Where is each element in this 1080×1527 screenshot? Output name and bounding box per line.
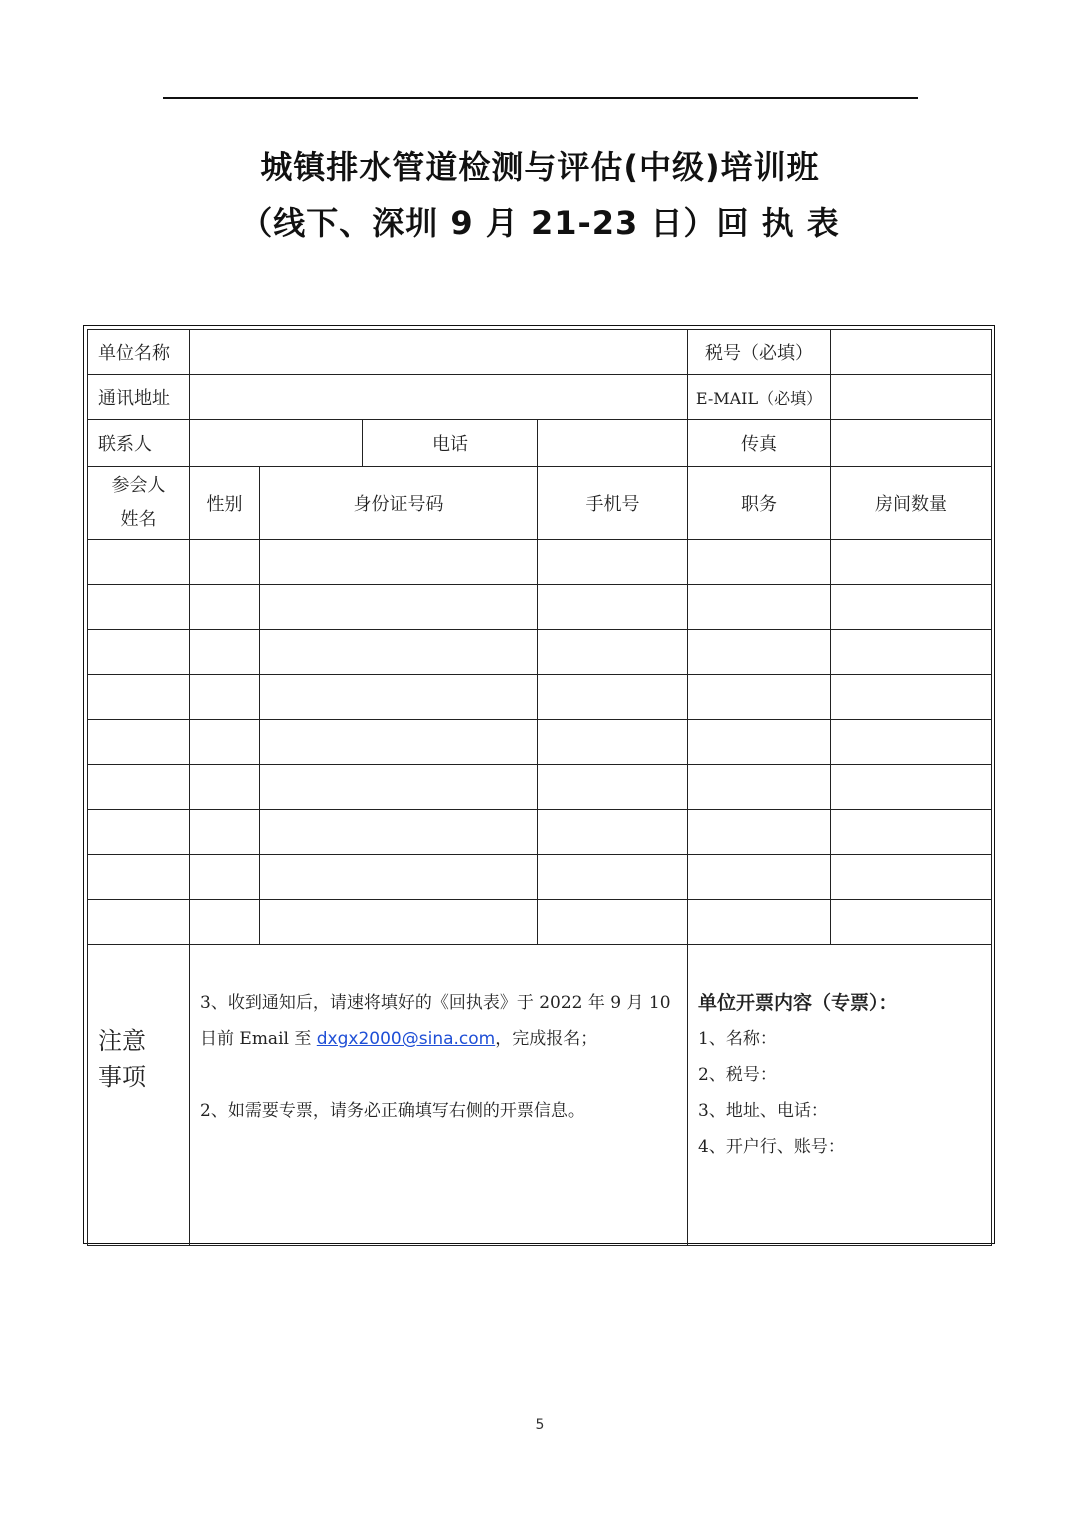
rooms-cell[interactable] [831,630,992,675]
contact-row [88,420,992,467]
gender-cell[interactable] [190,900,260,945]
attendee-name-cell[interactable] [88,855,190,900]
email-link[interactable]: dxgx2000@sina.com [316,1029,496,1049]
address-row [88,375,992,420]
rooms-cell[interactable] [831,585,992,630]
contact-label: 联系人 [88,420,190,467]
attendee-row [88,900,992,945]
notes-label [88,945,190,1246]
gender-cell[interactable] [190,855,260,900]
id-number-cell[interactable] [260,630,538,675]
mobile-cell[interactable] [538,630,688,675]
mobile-header: 手机号 [538,467,688,540]
notes-label-line2: 事项 [98,1063,146,1091]
invoice-item-name: 1、名称： [698,1029,777,1049]
address-field[interactable] [190,375,688,420]
attendee-row [88,765,992,810]
attendee-name-header [88,467,190,540]
mobile-cell[interactable] [538,720,688,765]
mobile-cell[interactable] [538,900,688,945]
registration-table [87,329,992,1246]
tax-id-field[interactable] [831,330,992,375]
position-cell[interactable] [688,720,831,765]
gender-cell[interactable] [190,540,260,585]
notes-label-line1: 注意 [98,1027,146,1055]
attendee-header-line2: 姓名 [120,509,157,530]
mobile-cell[interactable] [538,765,688,810]
invoice-info [688,945,992,1246]
invoice-item-tax: 2、税号： [698,1065,777,1085]
attendee-name-cell[interactable] [88,630,190,675]
attendee-name-cell[interactable] [88,810,190,855]
mobile-cell[interactable] [538,540,688,585]
unit-name-label: 单位名称 [88,330,190,375]
attendee-header-line1: 参会人 [111,475,166,496]
attendee-name-cell[interactable] [88,765,190,810]
id-number-cell[interactable] [260,855,538,900]
note-item-3 [200,985,677,1057]
rooms-cell[interactable] [831,855,992,900]
fax-field[interactable] [831,420,992,467]
address-label: 通讯地址 [88,375,190,420]
mobile-cell[interactable] [538,810,688,855]
rooms-cell[interactable] [831,810,992,855]
unit-name-row [88,330,992,375]
rooms-cell[interactable] [831,900,992,945]
id-number-cell[interactable] [260,900,538,945]
attendee-header-row [88,467,992,540]
position-cell[interactable] [688,585,831,630]
gender-cell[interactable] [190,585,260,630]
attendee-row [88,675,992,720]
phone-label: 电话 [363,420,538,467]
id-number-cell[interactable] [260,765,538,810]
id-number-cell[interactable] [260,810,538,855]
attendee-name-cell[interactable] [88,900,190,945]
attendee-name-cell[interactable] [88,675,190,720]
tax-id-label: 税号（必填） [688,330,831,375]
attendee-row [88,540,992,585]
attendee-name-cell[interactable] [88,540,190,585]
notes-row [88,945,992,1246]
email-label: E-MAIL（必填） [688,375,831,420]
attendee-row [88,720,992,765]
id-number-cell[interactable] [260,675,538,720]
position-cell[interactable] [688,675,831,720]
invoice-item-address: 3、地址、电话： [698,1101,828,1121]
attendee-row [88,630,992,675]
mobile-cell[interactable] [538,585,688,630]
invoice-item-bank: 4、开户行、账号： [698,1137,845,1157]
contact-field[interactable] [190,420,363,467]
gender-cell[interactable] [190,720,260,765]
position-header: 职务 [688,467,831,540]
position-cell[interactable] [688,810,831,855]
rooms-cell[interactable] [831,720,992,765]
rooms-cell[interactable] [831,540,992,585]
id-number-header: 身份证号码 [260,467,538,540]
id-number-cell[interactable] [260,720,538,765]
position-cell[interactable] [688,630,831,675]
attendee-row [88,585,992,630]
rooms-header: 房间数量 [831,467,992,540]
note-item-2: 2、如需要专票，请务必正确填写右侧的开票信息。 [200,1101,585,1121]
fax-label: 传真 [688,420,831,467]
rooms-cell[interactable] [831,765,992,810]
position-cell[interactable] [688,855,831,900]
rooms-cell[interactable] [831,675,992,720]
mobile-cell[interactable] [538,855,688,900]
email-field[interactable] [831,375,992,420]
note-item-3-end: ，完成报名； [495,1029,598,1049]
id-number-cell[interactable] [260,585,538,630]
gender-cell[interactable] [190,630,260,675]
registration-form [83,325,995,1244]
top-rule [163,97,918,99]
gender-cell[interactable] [190,675,260,720]
unit-name-field[interactable] [190,330,688,375]
form-title: 城镇排水管道检测与评估(中级)培训班 [260,148,820,186]
gender-header: 性别 [190,467,260,540]
id-number-cell[interactable] [260,540,538,585]
position-cell[interactable] [688,900,831,945]
notes-content [190,945,688,1246]
mobile-cell[interactable] [538,675,688,720]
phone-field[interactable] [538,420,688,467]
attendee-row [88,855,992,900]
position-cell[interactable] [688,540,831,585]
position-cell[interactable] [688,765,831,810]
attendee-name-cell[interactable] [88,720,190,765]
page-number: 5 [535,1417,545,1433]
form-subtitle: （线下、深圳 9 月 21-23 日）回 执 表 [240,204,840,242]
attendee-name-cell[interactable] [88,585,190,630]
gender-cell[interactable] [190,810,260,855]
attendee-row [88,810,992,855]
gender-cell[interactable] [190,765,260,810]
invoice-heading: 单位开票内容（专票）： [698,992,898,1014]
note-item-3-text: 3、收到通知后，请速将填好的《回执表》于 2022 年 9 月 10 日前 Email 至 [200,993,671,1049]
